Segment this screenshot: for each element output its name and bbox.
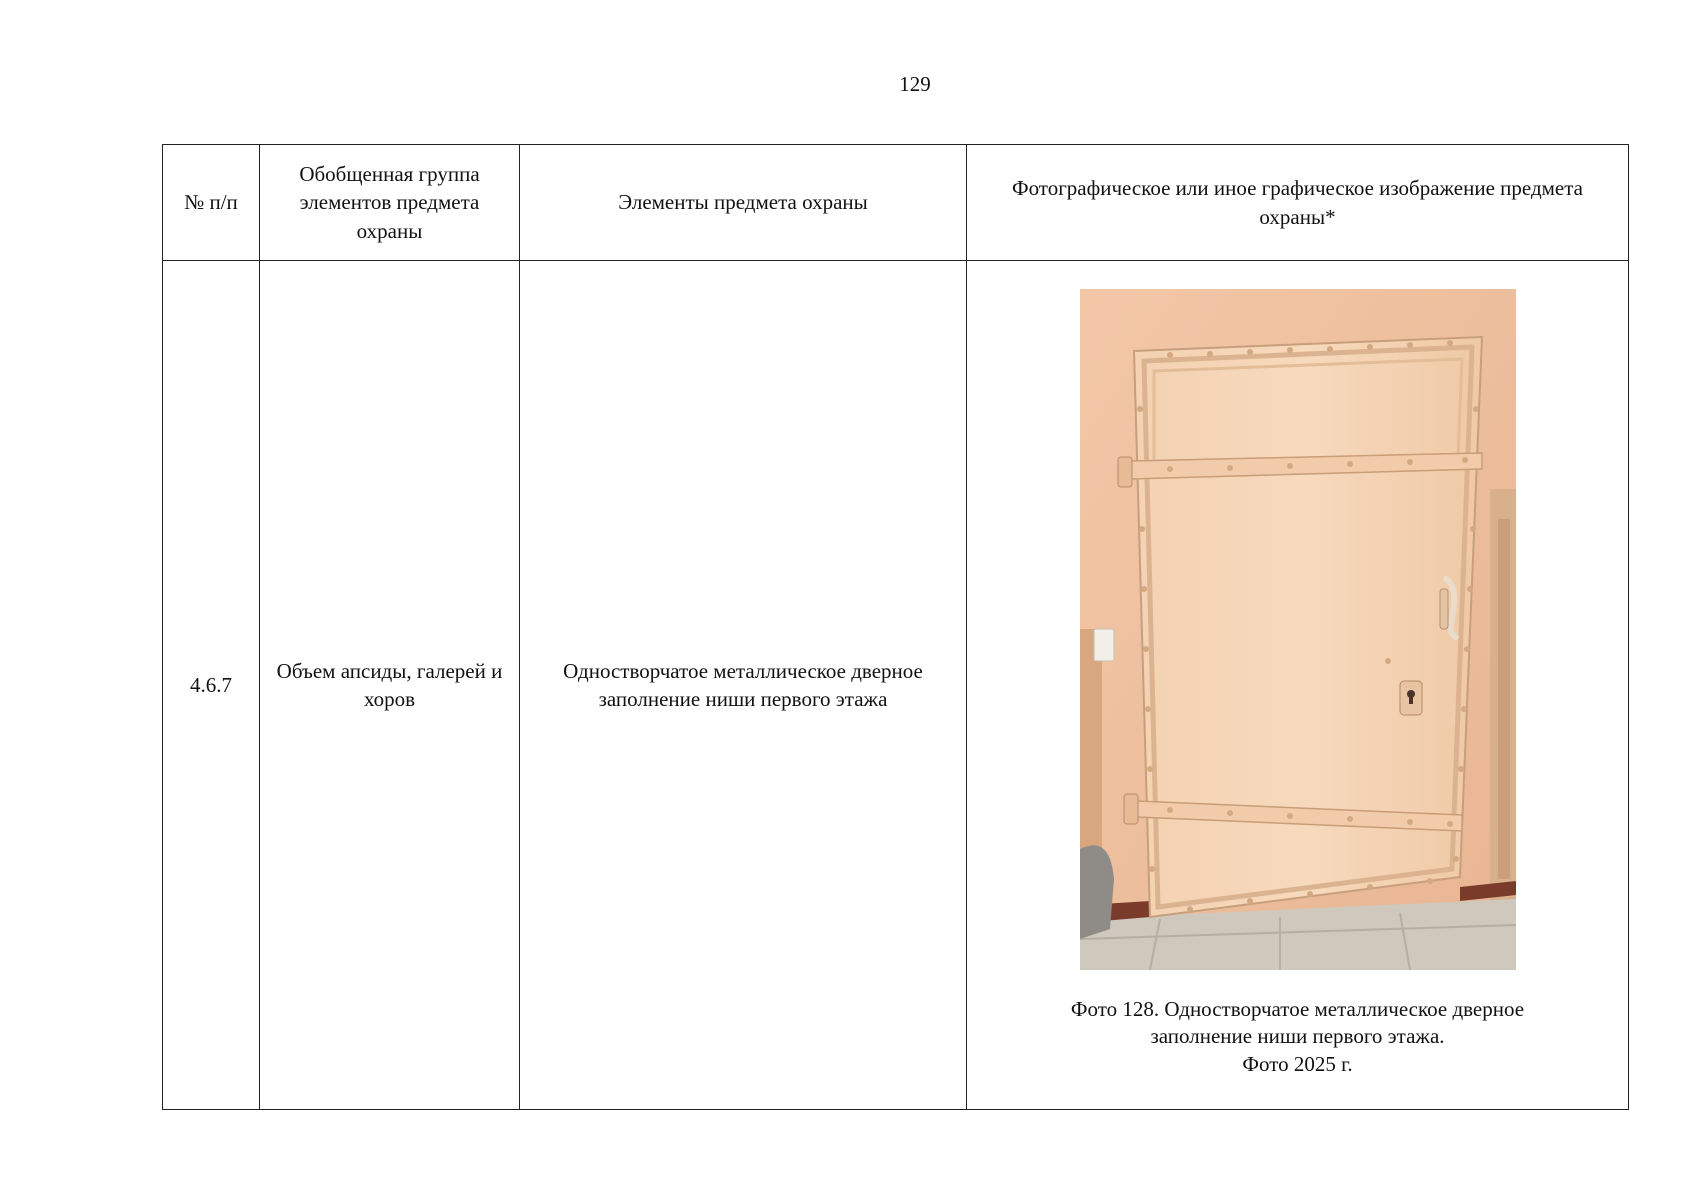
header-image: Фотографическое или иное графическое изображение предмета охраны* <box>967 145 1629 261</box>
photo-caption <box>977 996 1618 1078</box>
row-num: 4.6.7 <box>163 261 260 1110</box>
caption-line-3: Фото 2025 г. <box>1242 1051 1353 1076</box>
header-elements: Элементы предмета охраны <box>520 145 967 261</box>
header-num: № п/п <box>163 145 260 261</box>
row-elements: Одностворчатое металлическое дверное заполнение ниши первого этажа <box>520 261 967 1110</box>
row-image-cell <box>967 261 1629 1110</box>
table-header-row <box>163 145 1629 261</box>
header-group: Обобщенная группа элементов предмета охраны <box>260 145 520 261</box>
caption-line-1: Фото 128. Одностворчатое металлическое дверное <box>1070 997 1525 1021</box>
door-photo <box>1080 289 1516 970</box>
caption-line-2: заполнение ниши первого этажа. <box>1150 1024 1445 1049</box>
row-group: Объем апсиды, галерей и хоров <box>260 261 520 1110</box>
protection-table <box>162 144 1629 1110</box>
page-number: 129 <box>899 72 931 96</box>
table-row <box>163 261 1629 1110</box>
